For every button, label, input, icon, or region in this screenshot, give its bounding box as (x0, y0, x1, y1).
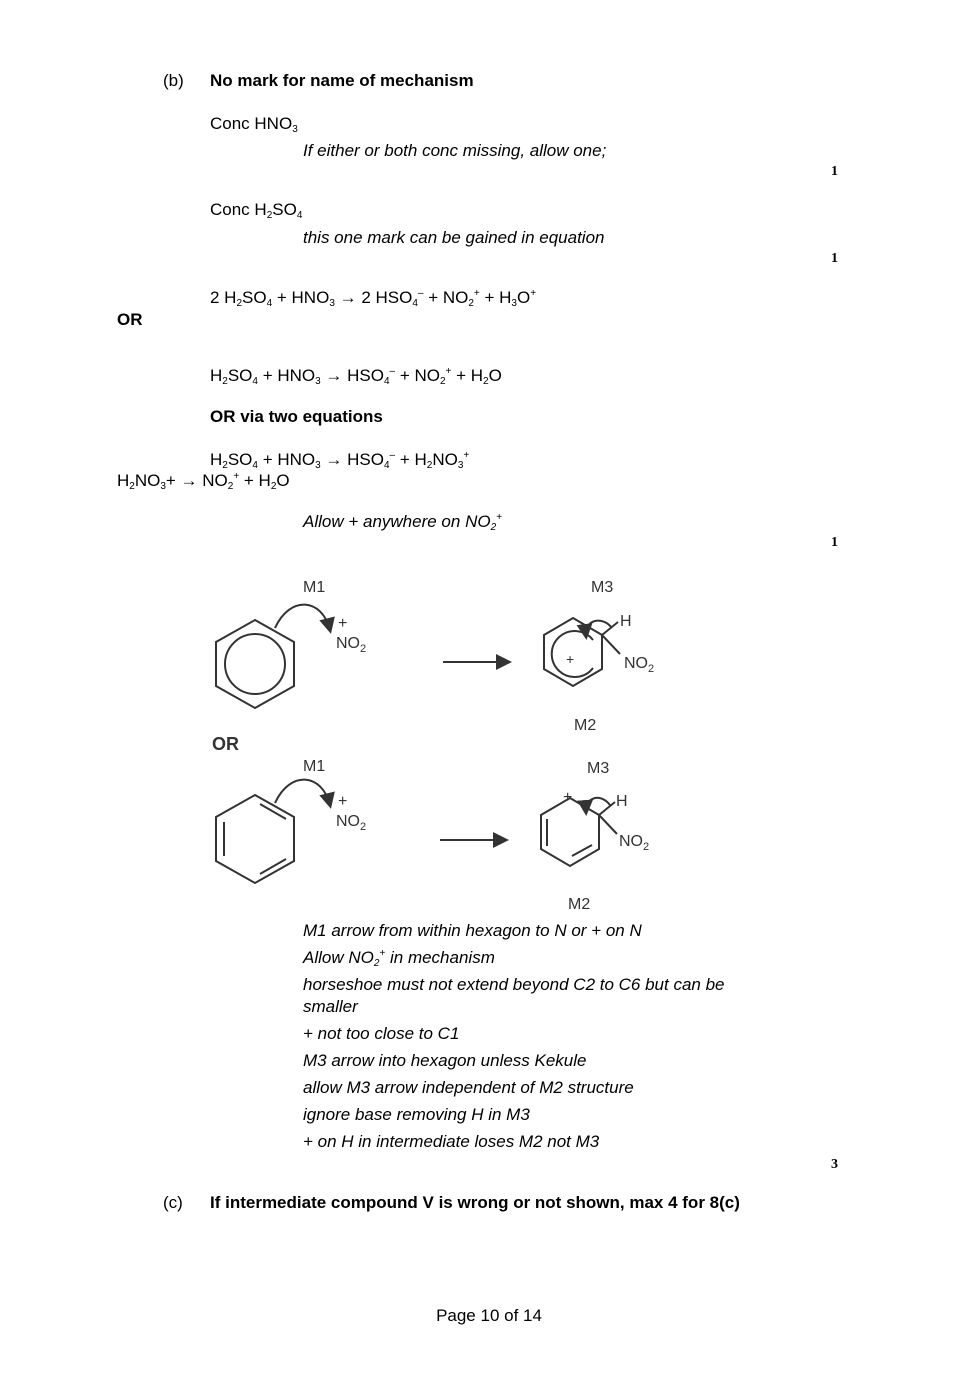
mark-1c: 1 (831, 535, 838, 550)
note-m1-arrow: M1 arrow from within hexagon to N or + on N (303, 921, 642, 940)
no2-1: $NO_2$ (336, 635, 367, 655)
note-m3-independent: allow M3 arrow independent of M2 structure (303, 1078, 634, 1097)
intermediate-ring-2 (541, 798, 599, 866)
plus-2: + (338, 793, 348, 810)
no2-3: $NO_2$ (336, 813, 367, 833)
note-m3-arrow: M3 arrow into hexagon unless Kekule (303, 1051, 587, 1070)
note-allow-plus: Allow + anywhere on $NO_2^+$ (303, 512, 502, 533)
no2-4: $NO_2$ (619, 833, 650, 853)
note-equation-mark: this one mark can be gained in equation (303, 228, 605, 247)
m1-curly-arrow (275, 605, 330, 630)
note-conc-missing: If either or both conc missing, allow one; (303, 141, 607, 160)
note-allow-no2: Allow $NO_2^+$ in mechanism (303, 948, 495, 969)
no2-2: $NO_2$ (624, 655, 655, 675)
mark-3: 3 (831, 1157, 838, 1172)
note-ignore-base: ignore base removing H in M3 (303, 1105, 530, 1124)
mechanism-diagram (200, 570, 690, 915)
conc-h2so4: Conc $H_2SO_4$ (210, 200, 303, 221)
plus-ring-1: + (566, 651, 575, 667)
equation-2: $H_2SO_4 + HNO_3 \to HSO_4^- + NO_2^+ + H_2O$ (210, 366, 502, 387)
equation-3a: $H_2SO_4 + HNO_3 \to HSO_4^- + H_2NO_3^+$ (210, 450, 470, 471)
bond-h-1 (602, 622, 618, 635)
or-label-diagram: OR (212, 734, 239, 754)
part-c-label: (c) (163, 1193, 183, 1212)
equation-3b: $H_2NO_3+ \to NO_2^+ + H_2O$ (117, 471, 290, 492)
m3-label-2: M3 (587, 760, 610, 777)
h-label-1: H (620, 613, 632, 630)
note-plus-c1: + not too close to C1 (303, 1024, 460, 1043)
plus-ring-2: + (563, 789, 573, 806)
mark-1b: 1 (831, 251, 838, 266)
m2-label-2: M2 (568, 896, 591, 913)
part-b-label: (b) (163, 71, 184, 90)
benzene-ring-kekule (216, 795, 294, 883)
note-horseshoe: horseshoe must not extend beyond C2 to C6 but can be smaller (303, 975, 725, 1016)
bond-h-2 (599, 802, 615, 815)
page-footer: Page 10 of 14 (436, 1306, 542, 1325)
m1-curly-arrow-2 (275, 780, 330, 805)
equation-1: 2 $H_2SO_4 + HNO_3 \to 2$ $HSO_4^- + NO_2^+ + H_3O^+$ (210, 288, 537, 309)
or-label-1: OR (117, 310, 143, 329)
m1-label-2: M1 (303, 758, 326, 775)
h-label-2: H (616, 793, 628, 810)
part-b-heading: No mark for name of mechanism (210, 71, 474, 90)
note-plus-on-h: + on H in intermediate loses M2 not M3 (303, 1132, 600, 1151)
m3-label-1: M3 (591, 579, 614, 596)
bond-no2-1 (602, 635, 620, 654)
plus-1: + (338, 615, 348, 632)
bond-no2-2 (599, 815, 617, 834)
m1-label-1: M1 (303, 579, 326, 596)
aromatic-circle (225, 634, 285, 694)
part-c-heading: If intermediate compound V is wrong or not shown, max 4 for 8(c) (210, 1193, 740, 1212)
m2-label-1: M2 (574, 717, 597, 734)
or-two-equations: OR via two equations (210, 407, 383, 426)
mark-1a: 1 (831, 164, 838, 179)
conc-hno3: Conc $HNO_3$ (210, 114, 298, 135)
